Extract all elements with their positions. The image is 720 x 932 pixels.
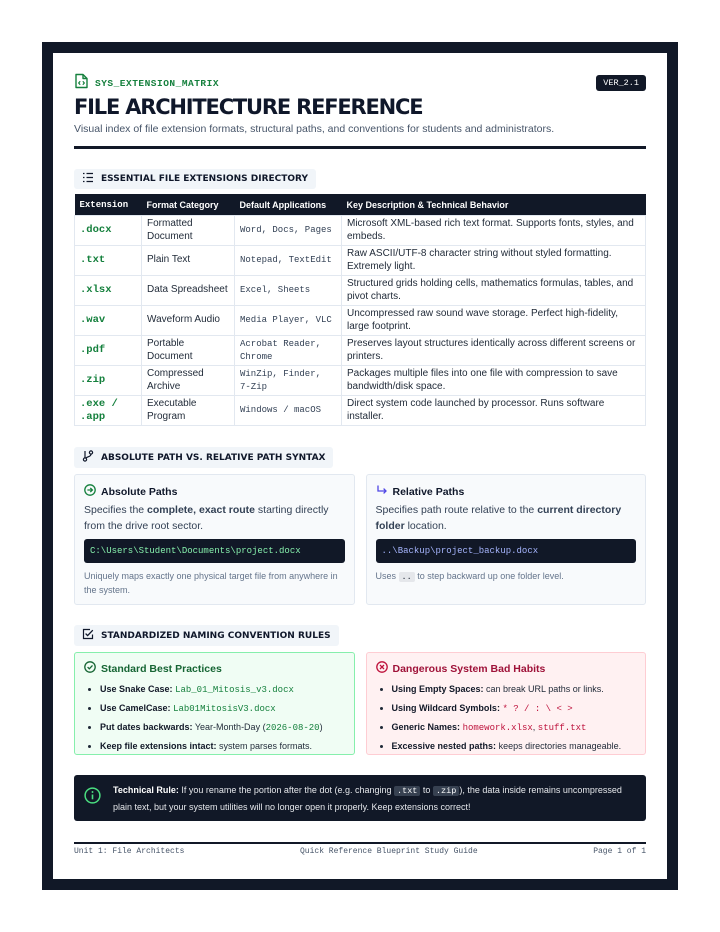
category-cell: Data Spreadsheet [142, 276, 235, 306]
bad-habits-title: Dangerous System Bad Habits [392, 662, 546, 675]
extension-cell: .docx [75, 216, 142, 246]
extensions-table [74, 194, 646, 426]
table-row [75, 306, 646, 336]
table-row [75, 336, 646, 366]
footer-guide-name: Quick Reference Blueprint Study Guide [299, 847, 478, 856]
system-label: SYS_EXTENSION_MATRIX [95, 77, 220, 89]
list-icon [82, 172, 94, 186]
footer-divider [74, 842, 646, 844]
column-header: Extension [75, 194, 142, 216]
naming-heading-text: STANDARDIZED NAMING CONVENTION RULES [101, 630, 331, 641]
info-icon [84, 787, 101, 809]
version-badge: VER_2.1 [596, 75, 646, 91]
list-item: • Keep file extensions intact: system parses formats. [100, 737, 345, 756]
absolute-path-title: Absolute Paths [101, 485, 178, 498]
technical-rule-text: Technical Rule: If you rename the portion after the dot (e.g. changing .txt to .zip ), the data inside remains uncompressed plain text, but your system utilities will no longer open it properly. Keep extensions correct! [113, 784, 622, 812]
category-cell: Portable Document [142, 336, 235, 366]
description-cell: Microsoft XML-based rich text format. Supports fonts, styles, and embeds. [342, 216, 646, 246]
absolute-path-note: Uniquely maps exactly one physical target file from anywhere in the system. [84, 571, 338, 595]
apps-cell: Acrobat Reader, Chrome [235, 336, 342, 366]
extensions-heading-text: ESSENTIAL FILE EXTENSIONS DIRECTORY [101, 174, 309, 184]
extension-cell: .wav [75, 306, 142, 336]
page-frame [42, 42, 678, 890]
extensions-section-heading [74, 169, 316, 189]
list-item: • Put dates backwards: Year-Month-Day (2026-08-20) [100, 718, 345, 737]
footer-page-number: Page 1 of 1 [593, 847, 646, 856]
document-page [53, 53, 667, 879]
relative-path-description: Specifies path route relative to the current directory folder location. [375, 504, 622, 532]
table-row [75, 276, 646, 306]
top-bar [74, 73, 646, 93]
apps-cell: WinZip, Finder, 7-Zip [235, 366, 342, 396]
apps-cell: Notepad, TextEdit [235, 246, 342, 276]
column-header: Default Applications [235, 194, 342, 216]
footer [74, 847, 646, 856]
best-practices-box [74, 652, 355, 755]
description-cell: Preserves layout structures identically across different screens or printers. [342, 336, 646, 366]
apps-cell: Excel, Sheets [235, 276, 342, 306]
table-row [75, 366, 646, 396]
category-cell: Waveform Audio [142, 306, 235, 336]
apps-cell: Windows / macOS [235, 396, 342, 426]
relative-path-card [366, 474, 647, 605]
table-header-row [75, 194, 646, 216]
category-cell: Compressed Archive [142, 366, 235, 396]
category-cell: Executable Program [142, 396, 235, 426]
category-cell: Plain Text [142, 246, 235, 276]
extension-cell: .pdf [75, 336, 142, 366]
absolute-path-description: Specifies the complete, exact route starting directly from the drive root sector. [84, 504, 329, 532]
arrow-circle-icon [84, 484, 96, 499]
absolute-path-card [74, 474, 355, 605]
title-divider [74, 146, 646, 149]
check-circle-icon [84, 661, 96, 676]
page-subtitle: Visual index of file extension formats, structural paths, and conventions for students and administrators. [74, 123, 555, 135]
naming-section-heading [74, 625, 339, 646]
table-row [75, 396, 646, 426]
paths-section-heading [74, 447, 333, 468]
category-cell: Formatted Document [142, 216, 235, 246]
branch-icon [82, 450, 94, 465]
code-file-icon [74, 73, 89, 94]
description-cell: Packages multiple files into one file with compression to save bandwidth/disk space. [342, 366, 646, 396]
list-item: • Use CamelCase: Lab01MitosisV3.docx [100, 699, 345, 718]
table-row [75, 216, 646, 246]
list-item: • Generic Names: homework.xlsx, stuff.txt [392, 718, 637, 737]
relative-path-note: Uses .. to step backward up one folder level. [375, 571, 564, 582]
absolute-path-code: C:\Users\Student\Documents\project.docx [84, 539, 345, 563]
extension-cell: .zip [75, 366, 142, 396]
list-item: • Use Snake Case: Lab_01_Mitosis_v3.docx [100, 680, 345, 699]
relative-path-title: Relative Paths [392, 485, 465, 498]
technical-rule-callout [74, 775, 646, 821]
list-item: • Excessive nested paths: keeps directories manageable. [392, 737, 637, 756]
description-cell: Raw ASCII/UTF-8 character string without styled formatting. Extremely light. [342, 246, 646, 276]
paths-heading-text: ABSOLUTE PATH VS. RELATIVE PATH SYNTAX [101, 452, 326, 463]
apps-cell: Media Player, VLC [235, 306, 342, 336]
table-row [75, 246, 646, 276]
x-circle-icon [376, 661, 388, 676]
column-header: Format Category [142, 194, 235, 216]
corner-down-right-icon [376, 484, 388, 499]
extension-cell: .txt [75, 246, 142, 276]
footer-unit: Unit 1: File Architects [74, 847, 185, 856]
bad-habits-box [366, 652, 647, 755]
best-practices-title: Standard Best Practices [101, 662, 222, 675]
list-item: • Using Empty Spaces: can break URL paths or links. [392, 680, 637, 699]
description-cell: Direct system code launched by processor. Runs software installer. [342, 396, 646, 426]
relative-path-code: ..\Backup\project_backup.docx [376, 539, 637, 563]
column-header: Key Description & Technical Behavior [342, 194, 646, 216]
list-item: • Using Wildcard Symbols: * ? / : \ < > [392, 699, 637, 718]
page-title: FILE ARCHITECTURE REFERENCE [74, 95, 423, 119]
extension-cell: .xlsx [75, 276, 142, 306]
description-cell: Uncompressed raw sound wave storage. Perfect high-fidelity, large footprint. [342, 306, 646, 336]
checkbox-icon [82, 628, 94, 643]
apps-cell: Word, Docs, Pages [235, 216, 342, 246]
description-cell: Structured grids holding cells, mathematics formulas, tables, and pivot charts. [342, 276, 646, 306]
extension-cell: .exe / .app [75, 396, 142, 426]
